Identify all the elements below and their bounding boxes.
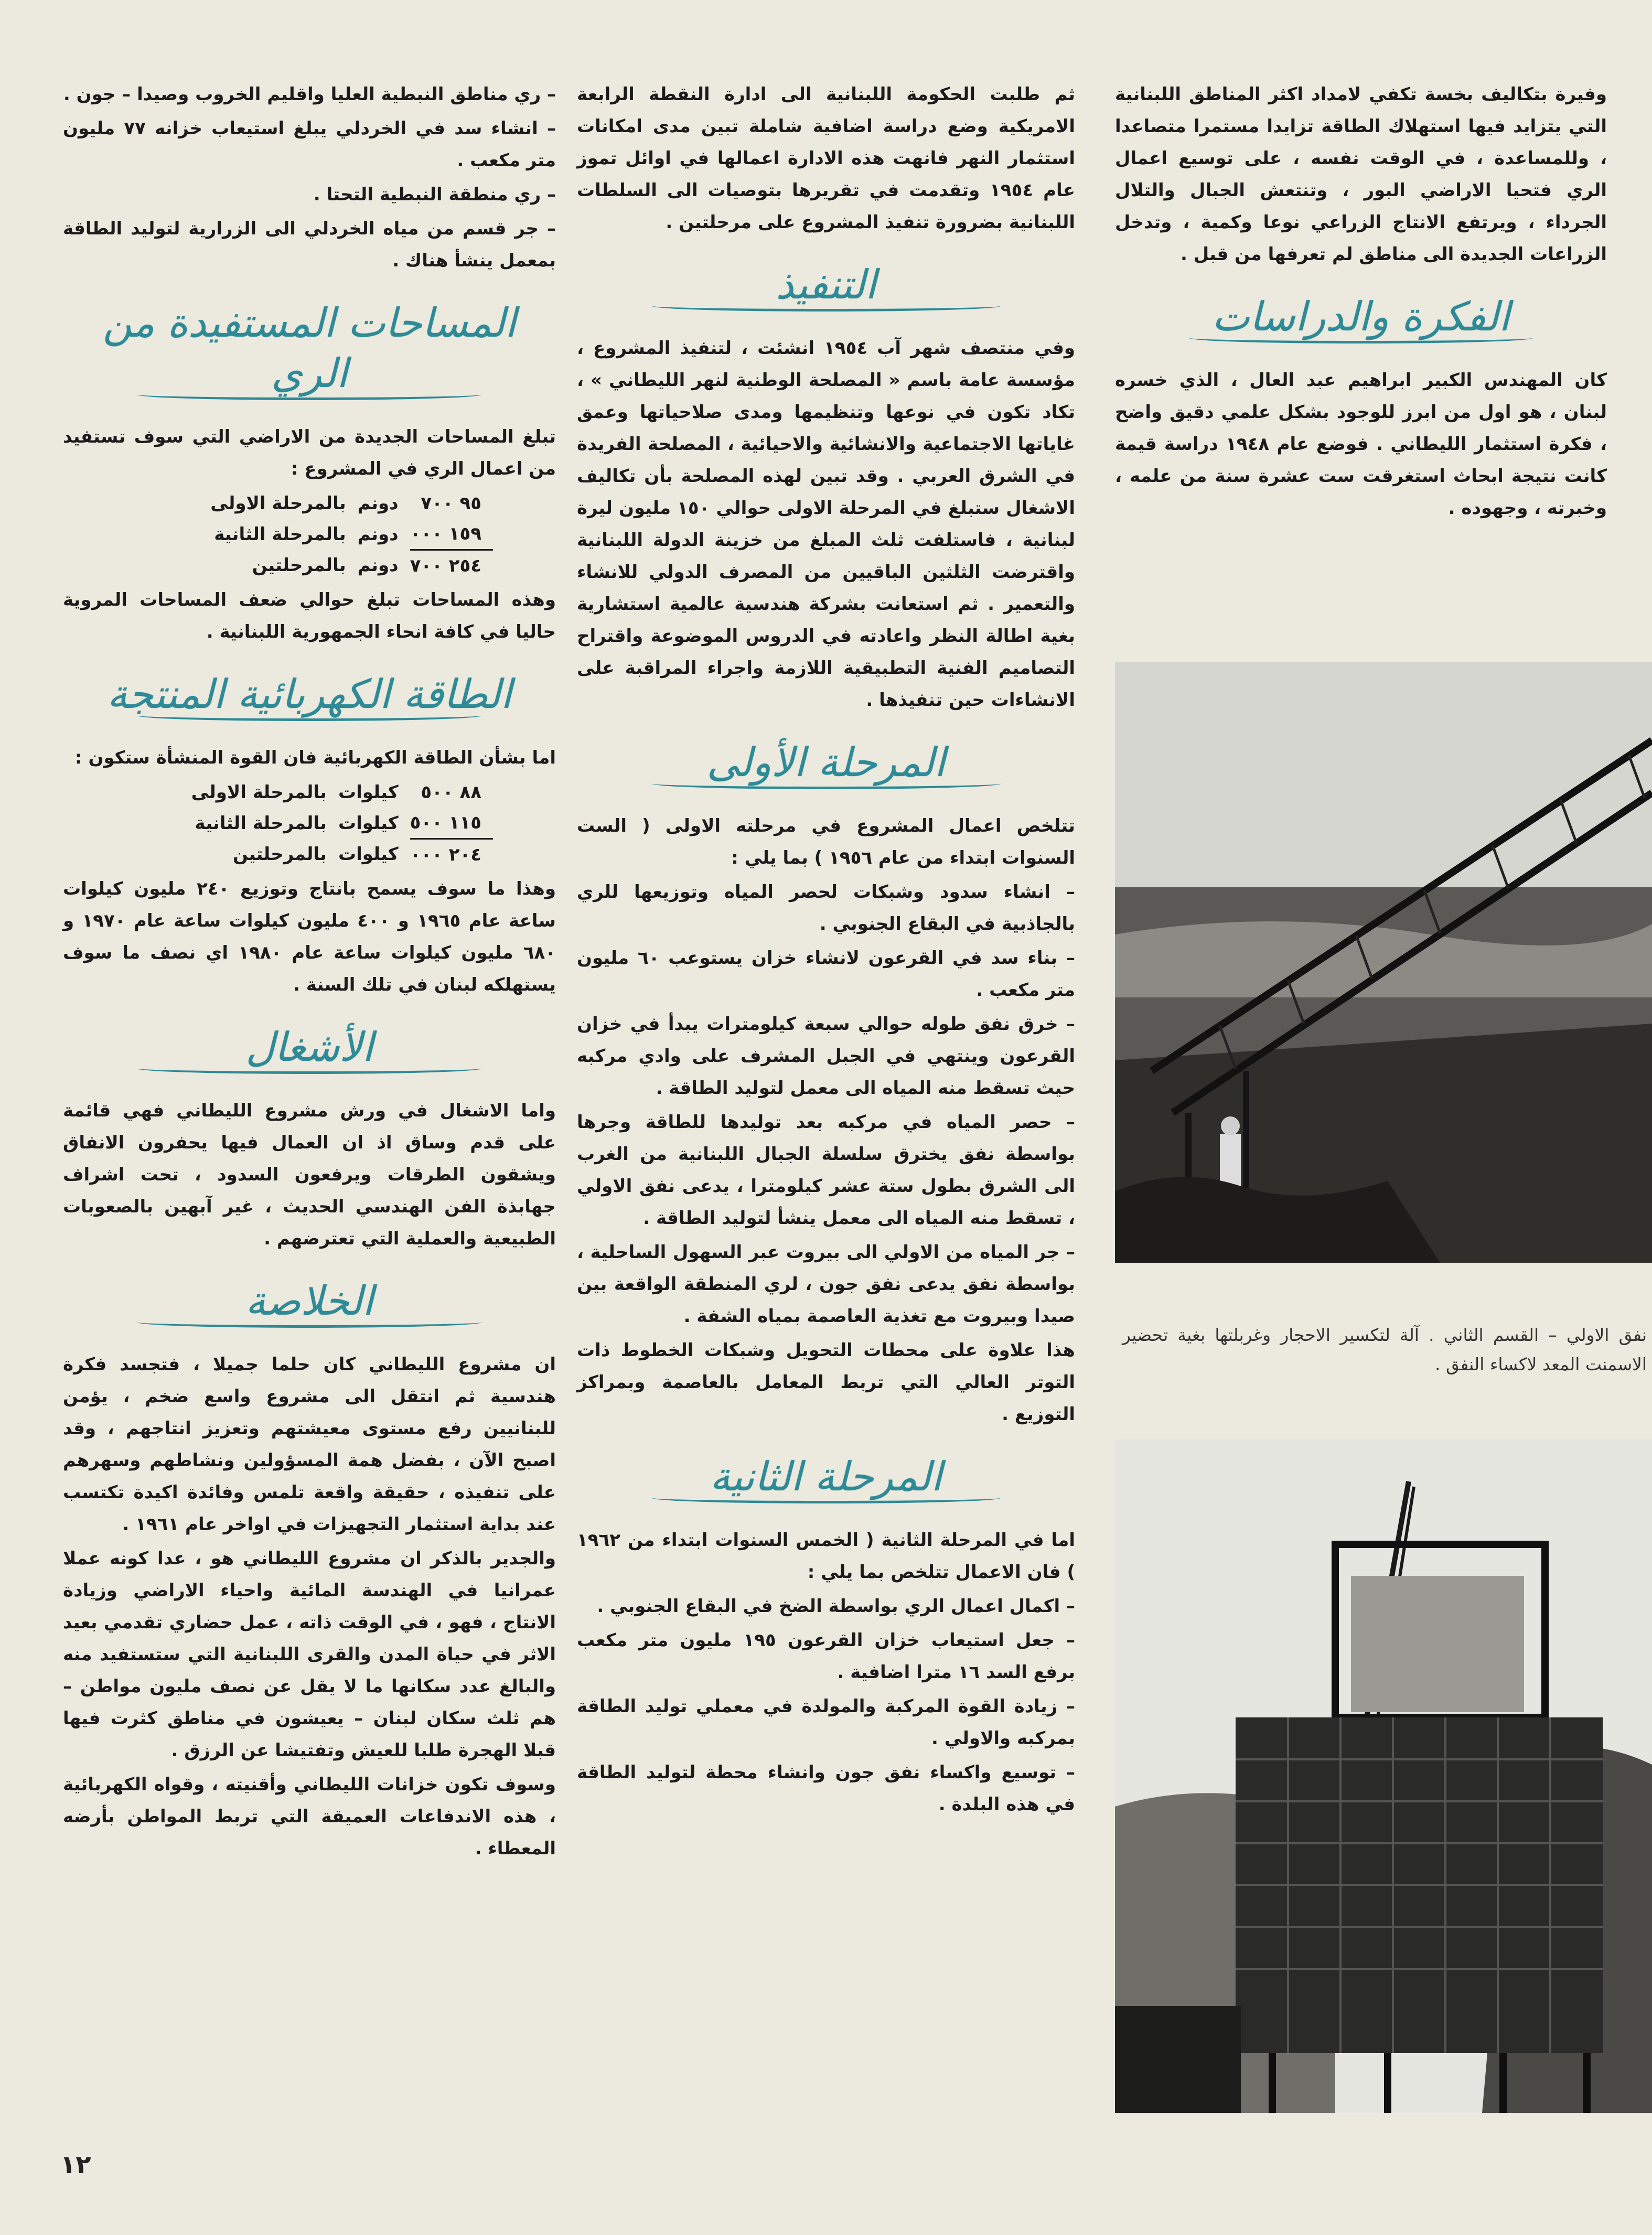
column-middle [577,79,1075,1823]
photo-industrial-structure [1115,1439,1652,2113]
power-label: بالمرحلة الثانية [195,812,327,834]
phase-two-intro: اما في المرحلة الثانية ( الخمس السنوات ابتداء من ١٩٦٢ ) فان الاعمال تتلخص بما يلي : [577,1530,1075,1583]
areas-total-label: بالمرحلتين [252,555,346,576]
middle-intro-paragraph: ثم طلبت الحكومة اللبنانية الى ادارة النقطة الرابعة الامريكية وضع دراسة اضافية شاملة تبين مدى امكانات استثمار النهر فانهت هذه الادارة اعمالها في اوائل تموز عام ١٩٥٤ وتقدمت في تقريرها بتوصيات الى السلطات اللبنانية بضرورة تنفيذ المشروع على مرحلتين . [577,84,1076,233]
power-value: ١١٥ ٥٠٠ [410,808,493,839]
phase-one-item: – بناء سد في القرعون لانشاء خزان يستوعب ٦٠ مليون متر مكعب . [577,942,1075,1006]
power-unit: كيلوات [338,812,399,834]
summary-paragraph: والجدير بالذكر ان مشروع الليطاني هو ، عدا كونه عملا عمرانيا في الهندسة المائية واحياء الاراضي وزيادة الانتاج ، فهو ، في الوقت ذاته ، عمل حضاري تقدمي بعيد الاثر في حياة المدن والقرى اللبنانية التي ستستفيد منه والبالغ عدد سكانها ما لا يقل عن نصف مليون مواطن – هم ثلث سكان لبنان – يعيشون في مناطق كثرت فيها قبلا الهجرة طلبا للعيش وتفتيشا عن الرزق . [63,1548,556,1761]
power-unit: كيلوات [338,782,399,803]
power-total-label: بالمرحلتين [232,844,327,865]
areas-row [210,488,493,519]
heading-phase-two-text: المرحلة الثانية [710,1453,942,1500]
phase-one-item: – حصر المياه في مركبه بعد توليدها للطاقة وجرها بواسطة نفق يخترق سلسلة الجبال اللبنانية من الغرب الى الشرق بطول ستة عشر كيلومترا ، يدعى نفق الاولي ، تسقط منه المياه الى معمل ينشأ لتوليد الطاقة . [577,1106,1075,1234]
power-row [191,808,493,839]
areas-total-value: ٢٥٤ ٧٠٠ [410,555,481,576]
heading-electric-power [63,669,556,721]
heading-phase-two [577,1452,1075,1503]
heading-phase-one-text: المرحلة الأولى [706,739,946,786]
power-table [191,777,493,870]
areas-value: ٩٥ ٧٠٠ [421,493,481,514]
column-right [1115,79,1607,526]
phase-one-item: – انشاء سدود وشبكات لحصر المياه وتوزيعها للري بالجاذبية في البقاع الجنوبي . [577,876,1075,940]
heading-irrigated-areas [63,298,556,400]
heading-summary-text: الخلاصة [245,1277,373,1324]
heading-areas-text: المساحات المستفيدة من الري [103,299,516,396]
phase-two-item: – زيادة القوة المركبة والمولدة في معملي توليد الطاقة بمركبه والاولي . [577,1691,1075,1755]
power-intro: اما بشأن الطاقة الكهربائية فان القوة المنشأة ستكون : [75,747,556,768]
works-paragraph: واما الاشغال في ورش مشروع الليطاني فهي قائمة على قدم وساق اذ ان العمال فيها يحفرون الانفاق ويشقون الطرقات ويرفعون السدود ، تحت اشراف جهابذة الفن الهندسي الحديث ، غير آبهين بالصعوبات الطبيعية والعملية التي تعترضهم . [63,1100,556,1249]
areas-table [210,488,493,581]
areas-row [210,519,493,550]
page-number: ١٢ [60,2150,91,2179]
left-intro-item: – ري منطقة النبطية التحتا . [63,179,556,211]
left-intro-item: – انشاء سد في الخردلي يبلغ استيعاب خزانه ٧٧ مليون متر مكعب . [63,113,556,177]
areas-outro: وهذه المساحات تبلغ حوالي ضعف المساحات المروية حاليا في كافة انحاء الجمهورية اللبنانية . [63,589,556,642]
column-left [63,79,556,1867]
power-total-unit: كيلوات [338,844,399,865]
right-intro-paragraph: وفيرة بتكاليف بخسة تكفي لامداد اكثر المناطق اللبنانية التي يتزايد فيها استهلاك الطاقة تزايدا مستمرا متصاعدا ، وللمساعدة ، في الوقت نفسه ، على توسيع اعمال الري فتحيا الاراضي البور ، وتنتعش الجبال والتلال الجرداء ، ويرتفع الانتاج الزراعي نوعا وكمية ، وتدخل الزراعات الجديدة الى مناطق لم تعرفها من قبل . [1115,84,1607,265]
photo-conveyor-crusher [1115,662,1652,1263]
power-total-row [191,839,493,871]
summary-paragraph: ان مشروع الليطاني كان حلما جميلا ، فتجسد فكرة هندسية ثم انتقل الى مشروع واسع ضخم ، يؤمن للبنانيين رفع مستوى معيشتهم وتعزيز انتاجهم ، وقد اصبح الآن ، بفضل همة المسؤولين ونشاطهم وسهرهم على تنفيذه ، حقيقة واقعة تلمس وفائدة اكيدة تكتسب عند بداية استثمار التجهيزات في اواخر عام ١٩٦١ . [63,1354,556,1535]
photo-caption: نفق الاولي – القسم الثاني . آلة لتكسير الاحجار وغربلتها بغية تحضير الاسمنت المعد لاكساء النفق . [1122,1325,1647,1374]
areas-label: بالمرحلة الاولى [210,493,346,514]
power-value: ٨٨ ٥٠٠ [421,782,481,803]
areas-value: ١٥٩ ٠٠٠ [410,519,493,550]
heading-idea-text: الفكرة والدراسات [1212,293,1510,340]
photo-conveyor-drawing [1115,662,1652,1263]
heading-works [63,1022,556,1074]
phase-one-outro: هذا علاوة على محطات التحويل وشبكات الخطوط ذات التوتر العالي التي تربط المعامل بالعاصمة وبمراكز التوزيع . [577,1340,1075,1425]
phase-two-item: – جعل استيعاب خزان القرعون ١٩٥ مليون متر مكعب برفع السد ١٦ مترا اضافية . [577,1625,1075,1689]
areas-unit: دونم [357,493,399,514]
areas-total-unit: دونم [357,555,399,576]
left-intro-item: – جر قسم من مياه الخردلي الى الزرارية لتوليد الطاقة بمعمل ينشأ هناك . [63,213,556,277]
heading-summary [63,1276,556,1328]
photo-structure-drawing [1115,1439,1652,2113]
left-intro-item: – ري مناطق النبطية العليا واقليم الخروب وصيدا – جون . [63,79,556,111]
phase-one-item: – خرق نفق طوله حوالي سبعة كيلومترات يبدأ في خزان القرعون وينتهي في الجبل المشرف على وادي مركبه حيث تسقط منه المياه الى معمل لتوليد الطاقة . [577,1008,1075,1104]
phase-two-item: – اكمال اعمال الري بواسطة الضخ في البقاع الجنوبي . [577,1591,1075,1622]
heading-phase-one [577,737,1075,789]
areas-intro: تبلغ المساحات الجديدة من الاراضي التي سوف تستفيد من اعمال الري في المشروع : [63,426,556,479]
phase-two-item: – توسيع واكساء نفق جون وانشاء محطة لتوليد الطاقة في هذه البلدة . [577,1757,1075,1821]
areas-total-row [210,550,493,582]
areas-label: بالمرحلة الثانية [214,523,346,545]
areas-unit: دونم [357,523,399,545]
summary-paragraph: وسوف تكون خزانات الليطاني وأقنيته ، وقواه الكهربائية ، هذه الاندفاعات العميقة التي تربط المواطن بأرضه المعطاء . [63,1774,556,1859]
heading-idea-and-studies [1115,292,1607,343]
right-body-paragraph: كان المهندس الكبير ابراهيم عبد العال ، الذي خسره لبنان ، هو اول من ابرز للوجود بشكل علمي دقيق واضح ، فكرة استثمار الليطاني . فوضع عام ١٩٤٨ دراسة قيمة كانت نتيجة ابحاث استغرقت ست عشرة سنة من علمه ، وخبرته ، وجهوده . [1115,370,1607,519]
power-label: بالمرحلة الاولى [191,782,327,803]
heading-power-text: الطاقة الكهربائية المنتجة [107,671,512,717]
execution-paragraph: وفي منتصف شهر آب ١٩٥٤ انشئت ، لتنفيذ المشروع ، مؤسسة عامة باسم « المصلحة الوطنية لنهر الليطاني » ، تكاد تكون في نوعها وتنظيمها ومدى صلاحياتها وعمق غاياتها الاجتماعية والانشائية والاحيائية ، المصلحة الفريدة في الشرق العربي . وقد تبين لهذه المصلحة بأن تكاليف الاشغال ستبلغ في المرحلة الاولى حوالي ١٥٠ مليون ليرة لبنانية ، فاستلفت ثلث المبلغ من خزينة الدولة اللبنانية واقترضت الثلثين الباقيين من المصرف الدولي للانشاء والتعمير . ثم استعانت بشركة هندسية عالمية استشارية بغية اطالة النظر واعادته في الدروس الموضوعة واقتراح التصاميم الفنية التطبيقية اللازمة واجراء المراقبة على الانشاءات حين تنفيذها . [577,338,1076,711]
phase-one-item: – جر المياه من الاولي الى بيروت عبر السهول الساحلية ، بواسطة نفق يدعى نفق جون ، لري المنطقة الواقعة بين صيدا وبيروت مع تغذية العاصمة بمياه الشفة . [577,1237,1075,1333]
heading-execution [577,260,1075,311]
power-outro: وهذا ما سوف يسمح بانتاج وتوزيع ٢٤٠ مليون كيلوات ساعة عام ١٩٦٥ و ٤٠٠ مليون كيلوات ساعة عام ١٩٧٠ و ٦٨٠ مليون كيلوات ساعة عام ١٩٨٠ اي نصف ما سوف يستهلكه لبنان في تلك السنة . [63,878,556,995]
power-row [191,777,493,808]
heading-works-text: الأشغال [245,1024,373,1070]
power-total-value: ٢٠٤ ٠٠٠ [410,844,481,865]
heading-execution-text: التنفيذ [776,261,876,308]
phase-one-intro: تتلخص اعمال المشروع في مرحلته الاولى ( الست السنوات ابتداء من عام ١٩٥٦ ) بما يلي : [577,815,1075,868]
